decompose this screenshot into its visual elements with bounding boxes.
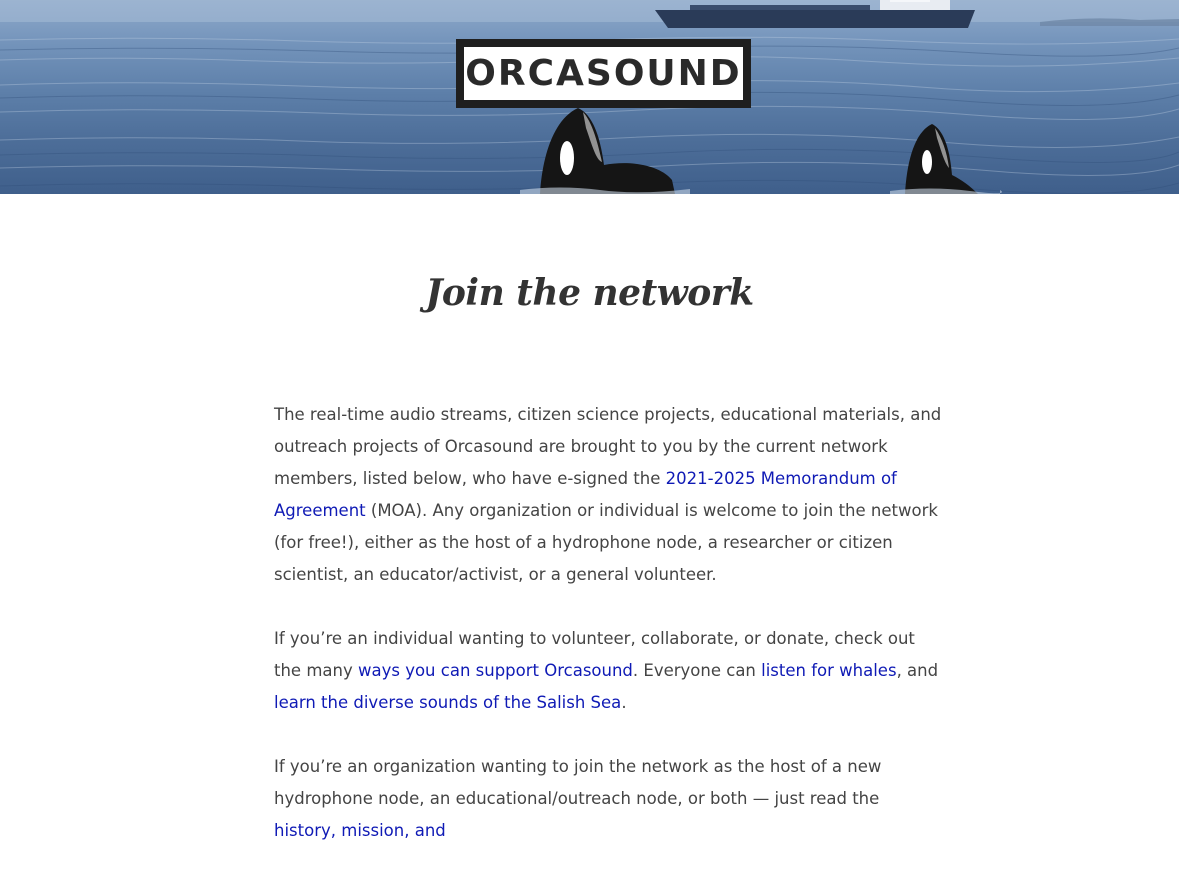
intro-text-1: The real-time audio streams, citizen science projects, educational materials, and outreach projects of Orcasound are brought to you by the current network members, listed below, who have e-signed the — [274, 405, 942, 488]
orca-left — [540, 108, 675, 194]
hero-banner — [0, 0, 1179, 194]
main-content — [274, 399, 944, 879]
logo-text: ORCASOUND — [465, 52, 742, 94]
organization-text-1: If you’re an organization wanting to join the network as the host of a new hydrophone node, an educational/outreach node, or both — just read the — [274, 757, 882, 808]
intro-paragraph — [274, 399, 944, 591]
individual-text-1: If you’re an individual wanting to volunteer, collaborate, or donate, check out the many — [274, 629, 915, 680]
moa-link[interactable]: 2021-2025 Memorandum of Agreement — [274, 469, 897, 520]
orca-right — [905, 124, 978, 194]
history-link[interactable]: history, mission, and — [274, 821, 446, 840]
individual-text-4: . — [621, 693, 627, 712]
intro-text-2: (MOA). Any organization or individual is welcome to join the network (for free!), either as the host of a hydrophone node, a researcher or citizen scientist, an educator/activist, or a general volunteer. — [274, 501, 938, 584]
listen-link[interactable]: listen for whales — [761, 661, 897, 680]
learn-sounds-link[interactable]: learn the diverse sounds of the Salish Sea — [274, 693, 622, 712]
page-title: Join the network — [425, 272, 754, 314]
site-logo[interactable] — [456, 39, 751, 108]
individual-text-2: . Everyone can — [632, 661, 762, 680]
individual-paragraph — [274, 623, 944, 719]
support-link[interactable]: ways you can support Orcasound — [357, 661, 633, 680]
organization-paragraph — [274, 751, 944, 847]
individual-text-3: , and — [896, 661, 939, 680]
